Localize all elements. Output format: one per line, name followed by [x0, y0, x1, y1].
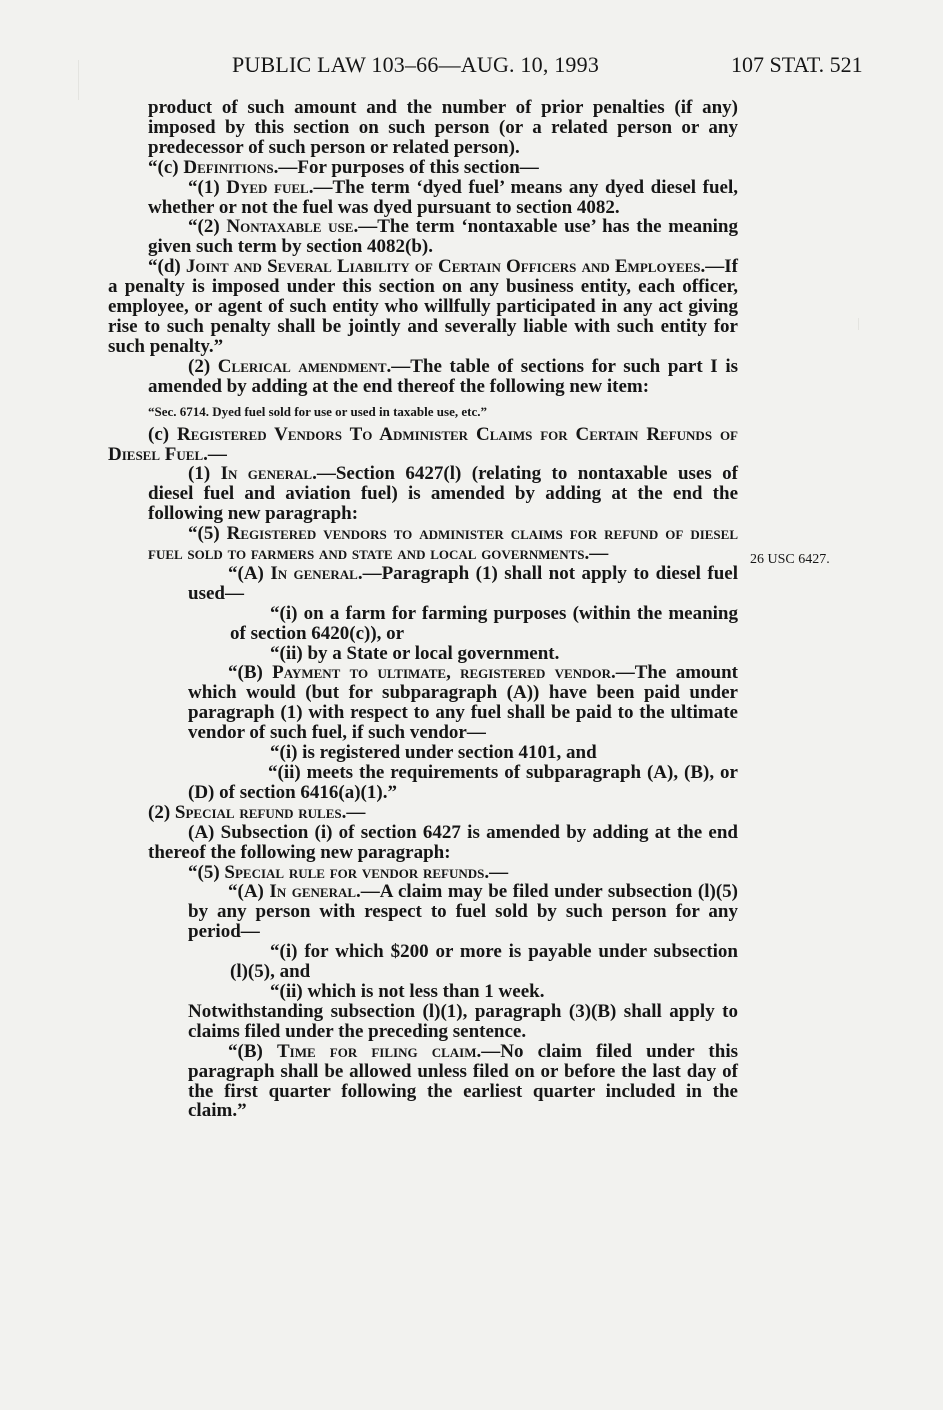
- text-paragraph: product of such amount and the number of prior penalties (if any) imposed by this section on such person (or a related person or any predecessor of such person or related person).: [148, 97, 738, 158]
- text-paragraph: “(i) is registered under section 4101, and: [270, 742, 597, 764]
- text-paragraph: “(c) Definitions.—For purposes of this section—: [148, 156, 539, 178]
- text-paragraph: “(ii) which is not less than 1 week.: [270, 980, 545, 1002]
- text-paragraph: (2) Clerical amendment.—The table of sections for such part I is amended by adding at the end thereof the following new item:: [148, 355, 738, 397]
- text-paragraph: (A) Subsection (i) of section 6427 is amended by adding at the end thereof the following new paragraph:: [148, 821, 738, 863]
- margin-citation: 26 USC 6427.: [750, 552, 830, 567]
- scan-artifact: [858, 318, 859, 330]
- document-body: [108, 98, 738, 1121]
- text-paragraph: “(B) Time for filing claim.—No claim filed under this paragraph shall be allowed unless filed on or before the last day of the first quarter following the earliest quarter included in the claim.”: [188, 1040, 739, 1122]
- text-paragraph: “(A) In general.—Paragraph (1) shall not apply to diesel fuel used—: [188, 562, 738, 604]
- text-paragraph: “(ii) meets the requirements of subparagraph (A), (B), or (D) of section 6416(a)(1).”: [188, 762, 738, 803]
- text-paragraph: Notwithstanding subsection (l)(1), paragraph (3)(B) shall apply to claims filed under the preceding sentence.: [188, 1000, 738, 1042]
- text-paragraph: “(B) Payment to ultimate, registered vendor.—The amount which would (but for subparagraph (A)) have been paid under paragraph (1) with respect to any fuel shall be paid to the ultimate vendor of such fuel, if such vendor—: [188, 662, 739, 744]
- text-paragraph: “(5) Special rule for vendor refunds.—: [188, 861, 509, 883]
- text-paragraph: “(2) Nontaxable use.—The term ‘nontaxable use’ has the meaning given such term by section 4082(b).: [148, 216, 738, 258]
- table-of-sections-item: “Sec. 6714. Dyed fuel sold for use or used in taxable use, etc.”: [148, 403, 487, 419]
- text-paragraph: “(ii) by a State or local government.: [270, 642, 560, 664]
- running-header: [0, 52, 943, 82]
- text-paragraph: (1) In general.—Section 6427(l) (relating to nontaxable uses of diesel fuel and aviation fuel) is amended by adding at the end the following new paragraph:: [148, 463, 738, 525]
- text-paragraph: “(i) for which $200 or more is payable under subsection (l)(5), and: [230, 941, 738, 983]
- text-paragraph: (2) Special refund rules.—: [148, 801, 366, 823]
- text-paragraph: “(i) on a farm for farming purposes (within the meaning of section 6420(c)), or: [230, 602, 738, 644]
- text-paragraph: “(5) Registered vendors to administer claims for refund of diesel fuel sold to farmers and state and local governments.—: [148, 523, 739, 565]
- text-paragraph: (c) Registered Vendors To Administer Claims for Certain Refunds of Diesel Fuel.—: [108, 423, 738, 465]
- law-title: PUBLIC LAW 103–66—AUG. 10, 1993: [232, 52, 600, 77]
- stat-page-number: 107 STAT. 521: [731, 52, 863, 77]
- text-paragraph: “(d) Joint and Several Liability of Certain Officers and Employees.—If a penalty is imposed under this section on any business entity, each officer, employee, or agent of such entity who willfully participated in any act giving rise to such penalty shall be jointly and severally liable with such entity for such penalty.”: [108, 256, 738, 357]
- text-paragraph: “(1) Dyed fuel.—The term ‘dyed fuel’ means any dyed diesel fuel, whether or not the fuel was dyed pursuant to section 4082.: [148, 176, 738, 218]
- text-paragraph: “(A) In general.—A claim may be filed under subsection (l)(5) by any person with respect to fuel sold by such person for any period—: [188, 881, 738, 943]
